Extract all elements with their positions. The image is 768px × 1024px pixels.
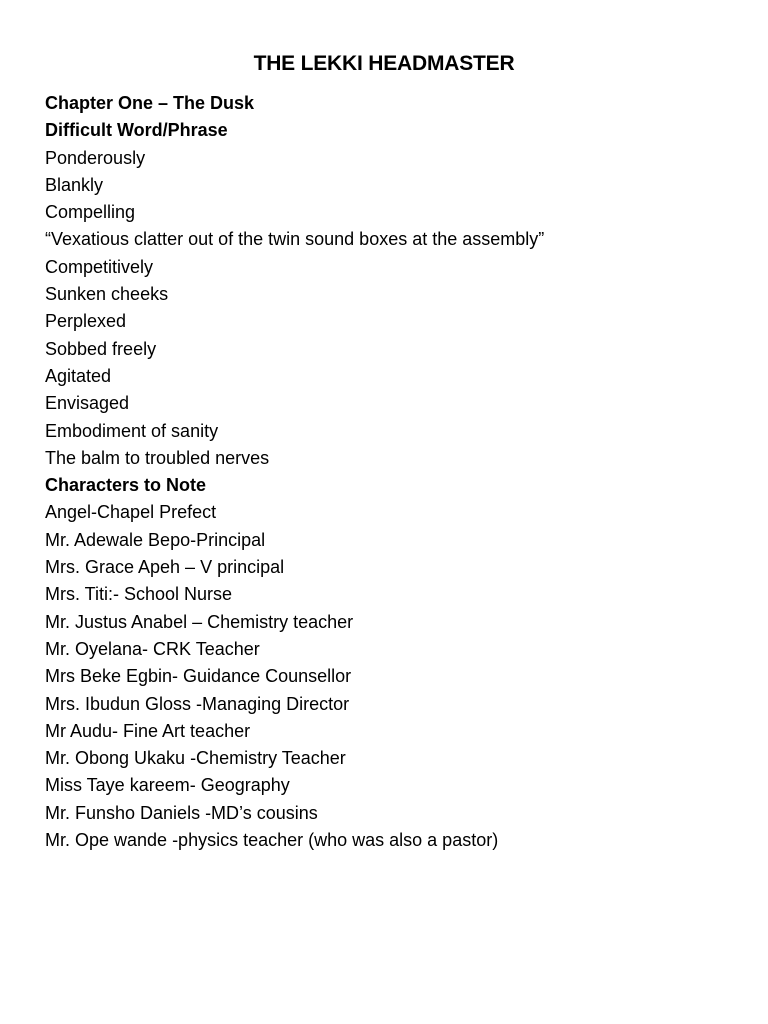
difficult-word-item: Embodiment of sanity: [45, 420, 219, 441]
chapter-heading: Chapter One – The Dusk: [45, 93, 255, 113]
difficult-word-item: Competitively: [45, 256, 154, 277]
character-item: Mr. Funsho Daniels -MD’s cousins: [45, 802, 318, 823]
character-item: Mr. Obong Ukaku -Chemistry Teacher: [45, 748, 346, 769]
difficult-word-item: Ponderously: [45, 147, 146, 168]
difficult-word-item: Blankly: [45, 174, 104, 195]
difficult-word-item: The balm to troubled nerves: [45, 447, 270, 468]
difficult-word-item: Agitated: [45, 365, 112, 386]
difficult-word-item: Envisaged: [45, 393, 130, 414]
difficult-word-item: Perplexed: [45, 311, 127, 332]
character-item: Mrs. Grace Apeh – V principal: [45, 557, 285, 578]
character-item: Mrs Beke Egbin- Guidance Counsellor: [45, 666, 352, 687]
character-item: Miss Taye kareem- Geography: [45, 775, 290, 796]
character-item: Mrs. Ibudun Gloss -Managing Director: [45, 693, 350, 714]
character-item: Mrs. Titi:- School Nurse: [45, 584, 233, 605]
characters-list: [45, 499, 745, 854]
difficult-words-heading: Difficult Word/Phrase: [45, 120, 228, 141]
character-item: Mr. Oyelana- CRK Teacher: [45, 638, 260, 659]
difficult-word-item: Compelling: [45, 202, 136, 223]
character-item: Mr. Justus Anabel – Chemistry teacher: [45, 611, 354, 632]
characters-heading: Characters to Note: [45, 475, 207, 496]
difficult-word-item: “Vexatious clatter out of the twin sound boxes at the assembly”: [45, 229, 545, 250]
difficult-word-item: Sunken cheeks: [45, 284, 169, 305]
difficult-words-list: [45, 145, 745, 473]
character-item: Angel-Chapel Prefect: [45, 502, 217, 523]
document-title: THE LEKKI HEADMASTER: [253, 52, 515, 75]
character-item: Mr. Ope wande -physics teacher (who was also a pastor): [45, 830, 499, 851]
difficult-word-item: Sobbed freely: [45, 338, 157, 359]
character-item: Mr Audu- Fine Art teacher: [45, 720, 251, 741]
character-item: Mr. Adewale Bepo-Principal: [45, 529, 266, 550]
document-body: [45, 90, 745, 854]
